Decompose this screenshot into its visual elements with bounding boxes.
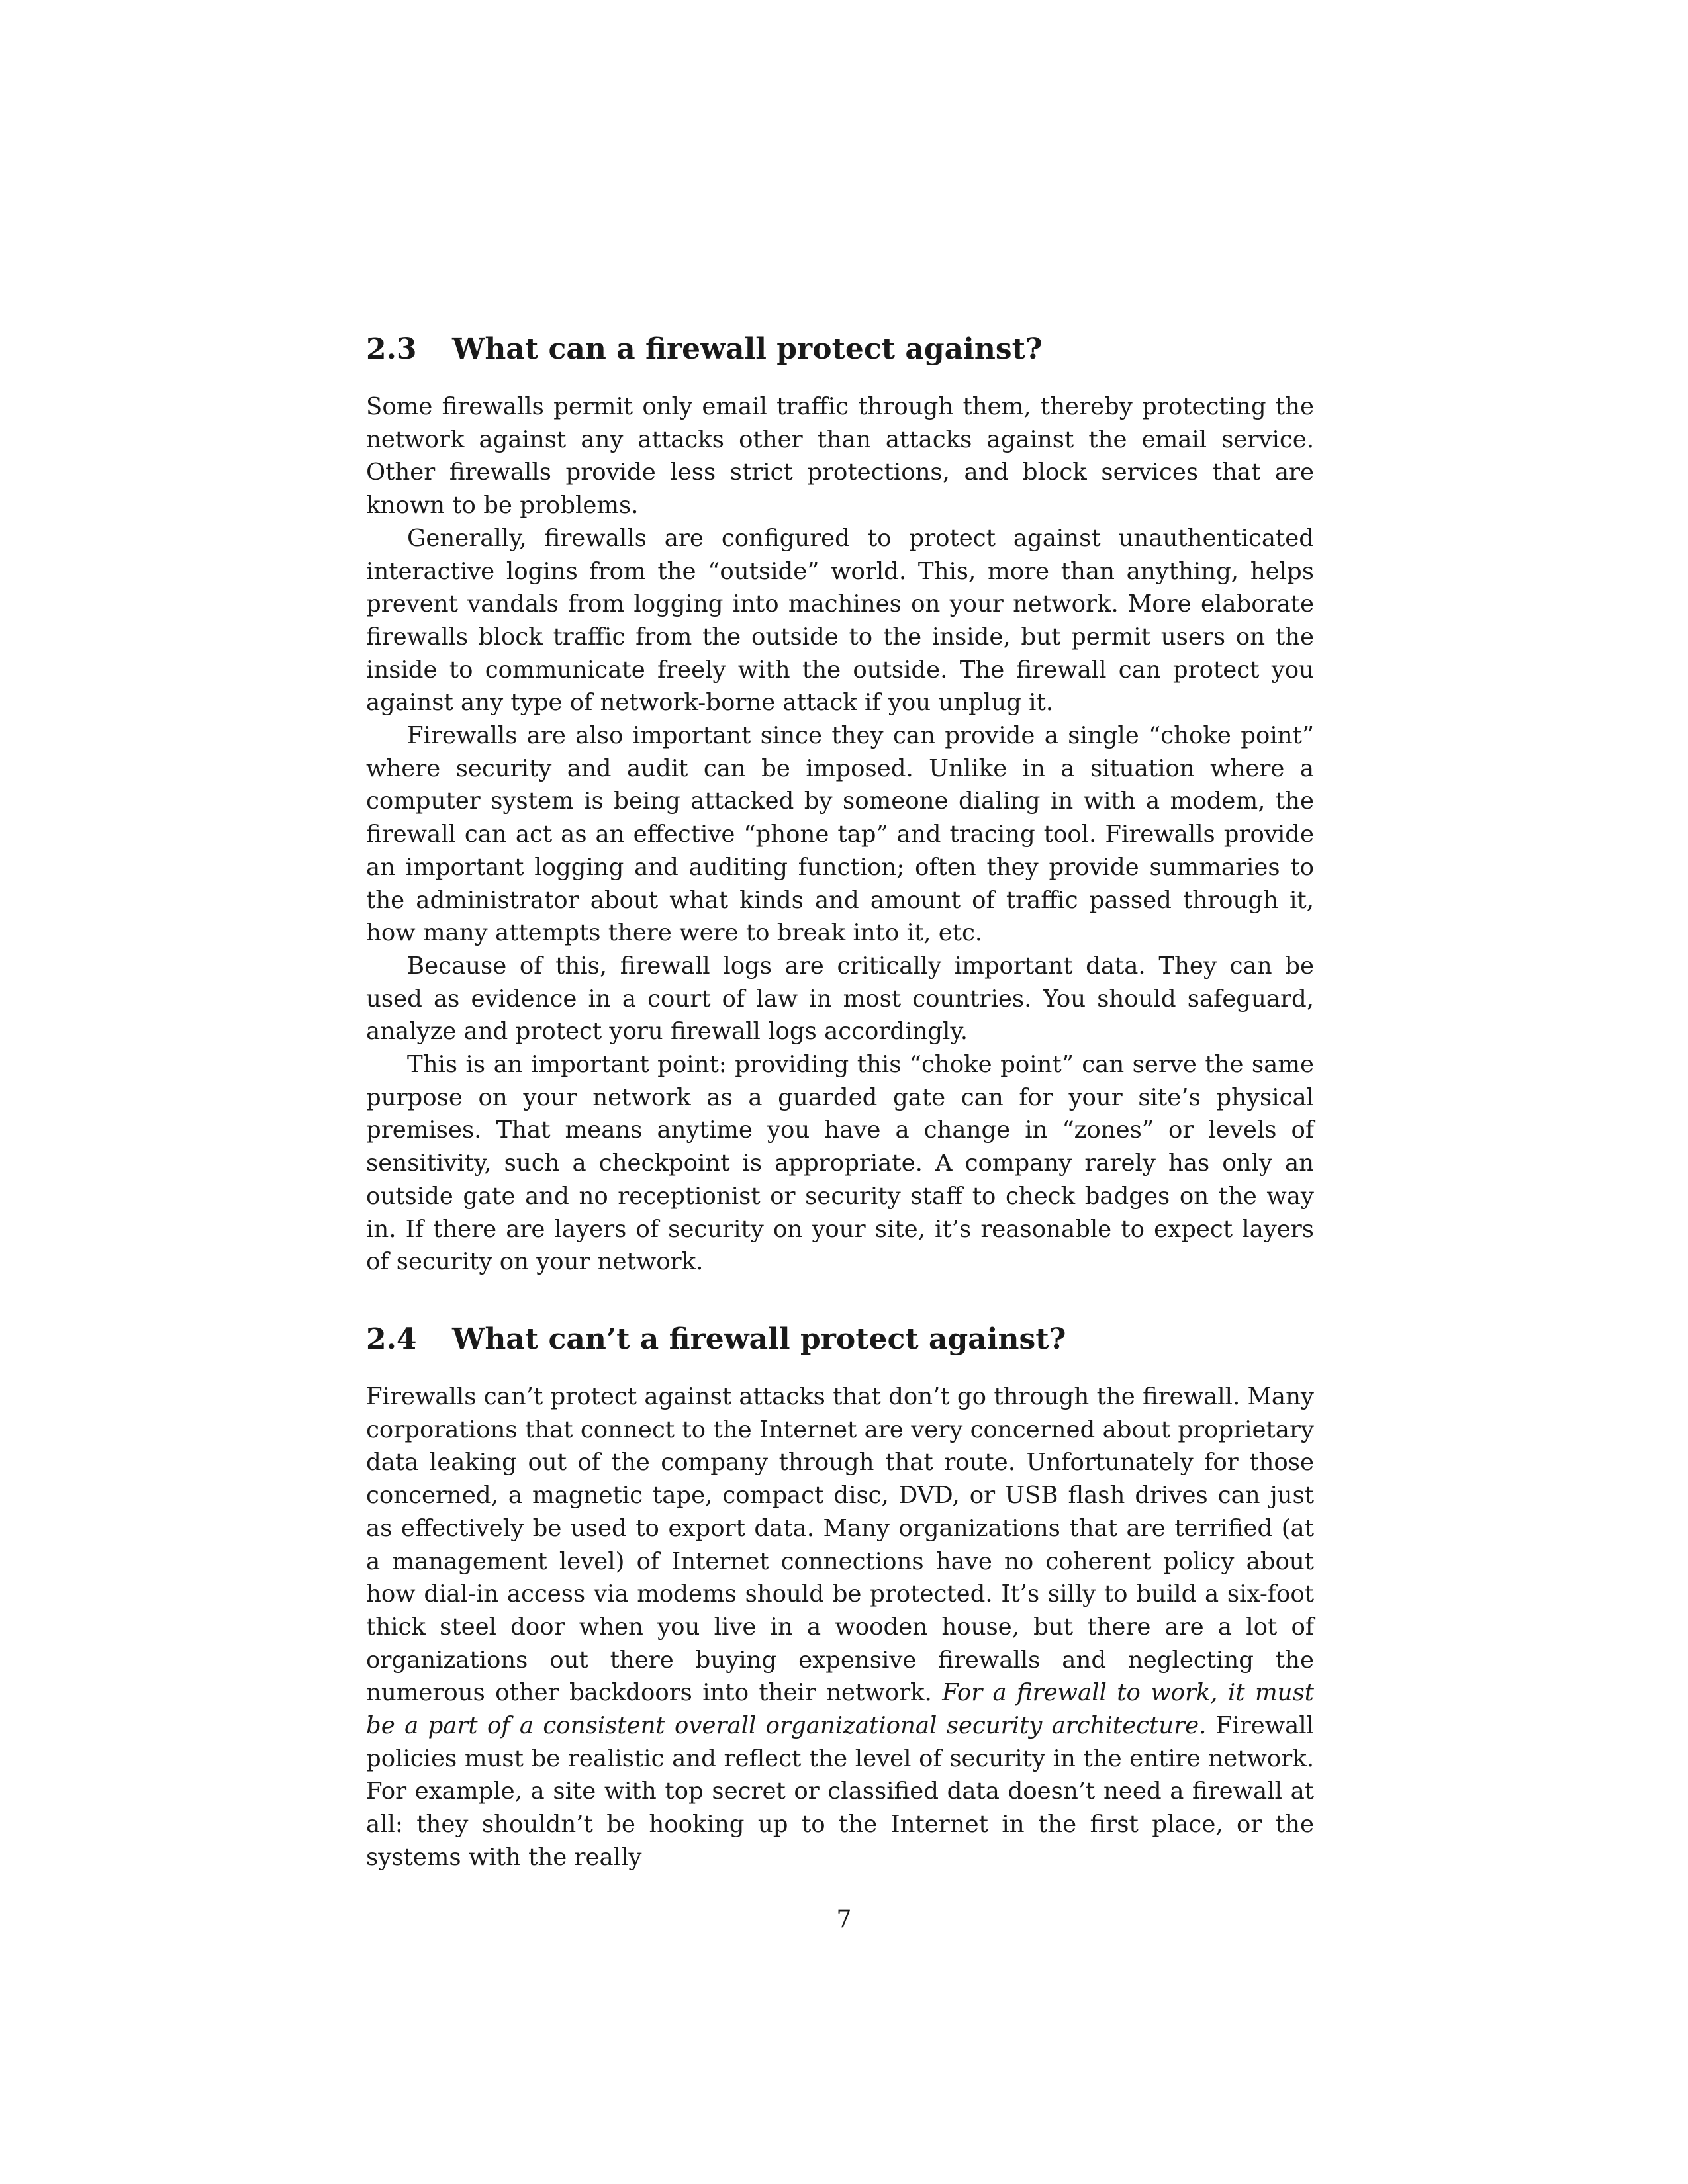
- section-heading-2-4: [366, 1321, 1314, 1358]
- paragraph: Because of this, firewall logs are critically important data. They can be used as evidence in a court of law in most countries. You should safeguard, analyze and protect yoru firewall logs accordingly.: [366, 952, 1314, 1046]
- section-heading-2-3: [366, 331, 1314, 368]
- section-title: What can’t a firewall protect against?: [452, 1322, 1066, 1356]
- section-number: 2.3: [366, 332, 417, 366]
- page-number: 7: [836, 1906, 852, 1933]
- paragraph: Firewalls are also important since they can provide a single “choke point” where security and audit can be imposed. Unlike in a situation where a computer system is being attacked by someone dialing in with a modem, the firewall can act as an effective “phone tap” and tracing tool. Firewalls provide an important logging and auditing function; often they provide summaries to the administrator about what kinds and amount of traffic passed through it, how many attempts there were to break into it, etc.: [366, 722, 1314, 947]
- paragraph: [366, 1381, 1314, 1874]
- emphasized-text: For a firewall to work, it must be a part of a consistent overall organizational security architecture.: [366, 1679, 1314, 1740]
- paragraph: This is an important point: providing this “choke point” can serve the same purpose on your network as a guarded gate can for your site’s physical premises. That means anytime you have a change in “zones” or levels of sensitivity, such a checkpoint is appropriate. A company rarely has only an outside gate and no receptionist or security staff to check badges on the way in. If there are layers of security on your site, it’s reasonable to expect layers of security on your network.: [366, 1051, 1314, 1276]
- document-page: [366, 331, 1314, 1874]
- section-number: 2.4: [366, 1322, 417, 1356]
- section-title: What can a firewall protect against?: [452, 332, 1043, 366]
- paragraph-text: Firewall policies must be realistic and reflect the level of security in the entire network. For example, a site with top secret or classified data doesn’t need a firewall at all: they shouldn’t be hooking up to the Internet in the first place, or the systems with the really: [366, 1712, 1314, 1871]
- paragraph: Some firewalls permit only email traffic through them, thereby protecting the network against any attacks other than attacks against the email service. Other firewalls provide less strict protections, and block services that are known to be problems.: [366, 393, 1314, 520]
- paragraph-text: Firewalls can’t protect against attacks that don’t go through the firewall. Many corporations that connect to the Internet are very concerned about proprietary data leaking out of the company through that route. Unfortunately for those concerned, a magnetic tape, compact disc, DVD, or USB flash drives can just as effectively be used to export data. Many organizations that are terrified (at a management level) of Internet connections have no coherent policy about how dial-in access via modems should be protected. It’s silly to build a six-foot thick steel door when you live in a wooden house, but there are a lot of organizations out there buying expensive firewalls and neglecting the numerous other backdoors into their network.: [366, 1383, 1314, 1707]
- paragraph: Generally, firewalls are configured to protect against unauthenticated interactive logins from the “outside” world. This, more than anything, helps prevent vandals from logging into machines on your network. More elaborate firewalls block traffic from the outside to the inside, but permit users on the inside to communicate freely with the outside. The firewall can protect you against any type of network-borne attack if you unplug it.: [366, 524, 1314, 717]
